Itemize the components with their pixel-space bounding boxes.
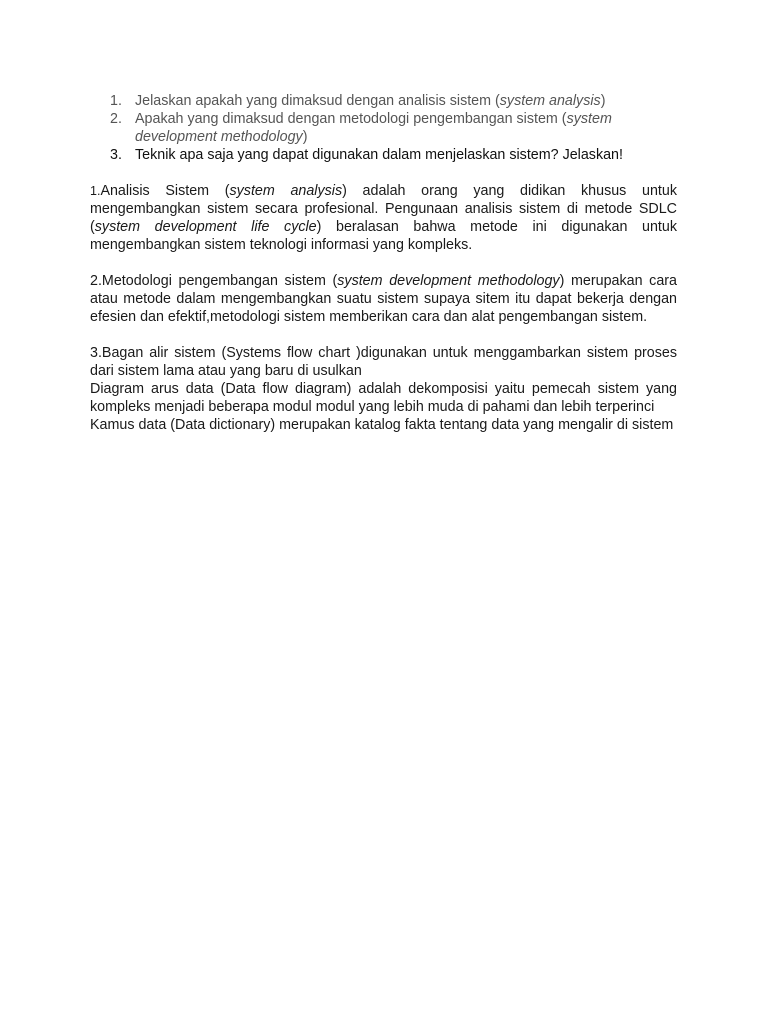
question-number: 3. [110, 147, 122, 163]
question-text: Teknik apa saja yang dapat digunakan dalam menjelaskan sistem? Jelaskan! [135, 147, 623, 163]
question-list [90, 92, 677, 164]
answer-text: Analisis Sistem ( [100, 183, 230, 199]
answer-text: 2.Metodologi pengembangan sistem ( [90, 273, 338, 289]
question-text-end: ) [600, 93, 606, 109]
answer-text: ) merupakan cara atau metode dalam mengembangkan suatu sistem supaya sitem itu dapat bekerja dengan efesien dan efektif,metodologi sistem memberikan cara dan alat pengembangan sistem. [90, 273, 677, 325]
question-term: system analysis [499, 93, 601, 109]
answer-3-dfd: Diagram arus data (Data flow diagram) adalah dekomposisi yaitu pemecah sistem yang kompleks menjadi beberapa modul modul yang lebih muda di pahami dan lebih terperinci [90, 381, 677, 415]
answer-term: system analysis [229, 183, 343, 199]
question-number: 2. [110, 111, 122, 127]
answer-3-block [90, 344, 677, 434]
question-text-end: ) [302, 129, 308, 145]
answer-3-flowchart: 3.Bagan alir sistem (Systems flow chart )digunakan untuk menggambarkan sistem proses dari sistem lama atau yang baru di usulkan [90, 345, 677, 379]
answer-1-paragraph [90, 182, 677, 254]
document-body [90, 92, 677, 434]
answer-term: system development methodology [337, 273, 560, 289]
answer-2-paragraph [90, 272, 677, 326]
question-item-1 [110, 92, 677, 110]
answer-text: ) adalah orang yang didikan khusus untuk mengembangkan sistem secara profesional. Pengunaan analisis sistem di metode SDLC ( [90, 183, 677, 235]
answer-text: ) beralasan bahwa metode ini digunakan untuk mengembangkan sistem teknologi informasi yang kompleks. [90, 219, 677, 253]
question-text: Jelaskan apakah yang dimaksud dengan analisis sistem ( [135, 93, 500, 109]
question-term: system development methodology [135, 111, 612, 145]
answer-number: 1. [90, 184, 101, 198]
answer-3-dictionary: Kamus data (Data dictionary) merupakan katalog fakta tentang data yang mengalir di sistem [90, 417, 674, 433]
question-item-3 [110, 146, 677, 164]
answer-term: system development life cycle [94, 219, 317, 235]
question-item-2 [110, 110, 677, 146]
question-text: Apakah yang dimaksud dengan metodologi pengembangan sistem ( [135, 111, 567, 127]
question-number: 1. [110, 93, 122, 109]
